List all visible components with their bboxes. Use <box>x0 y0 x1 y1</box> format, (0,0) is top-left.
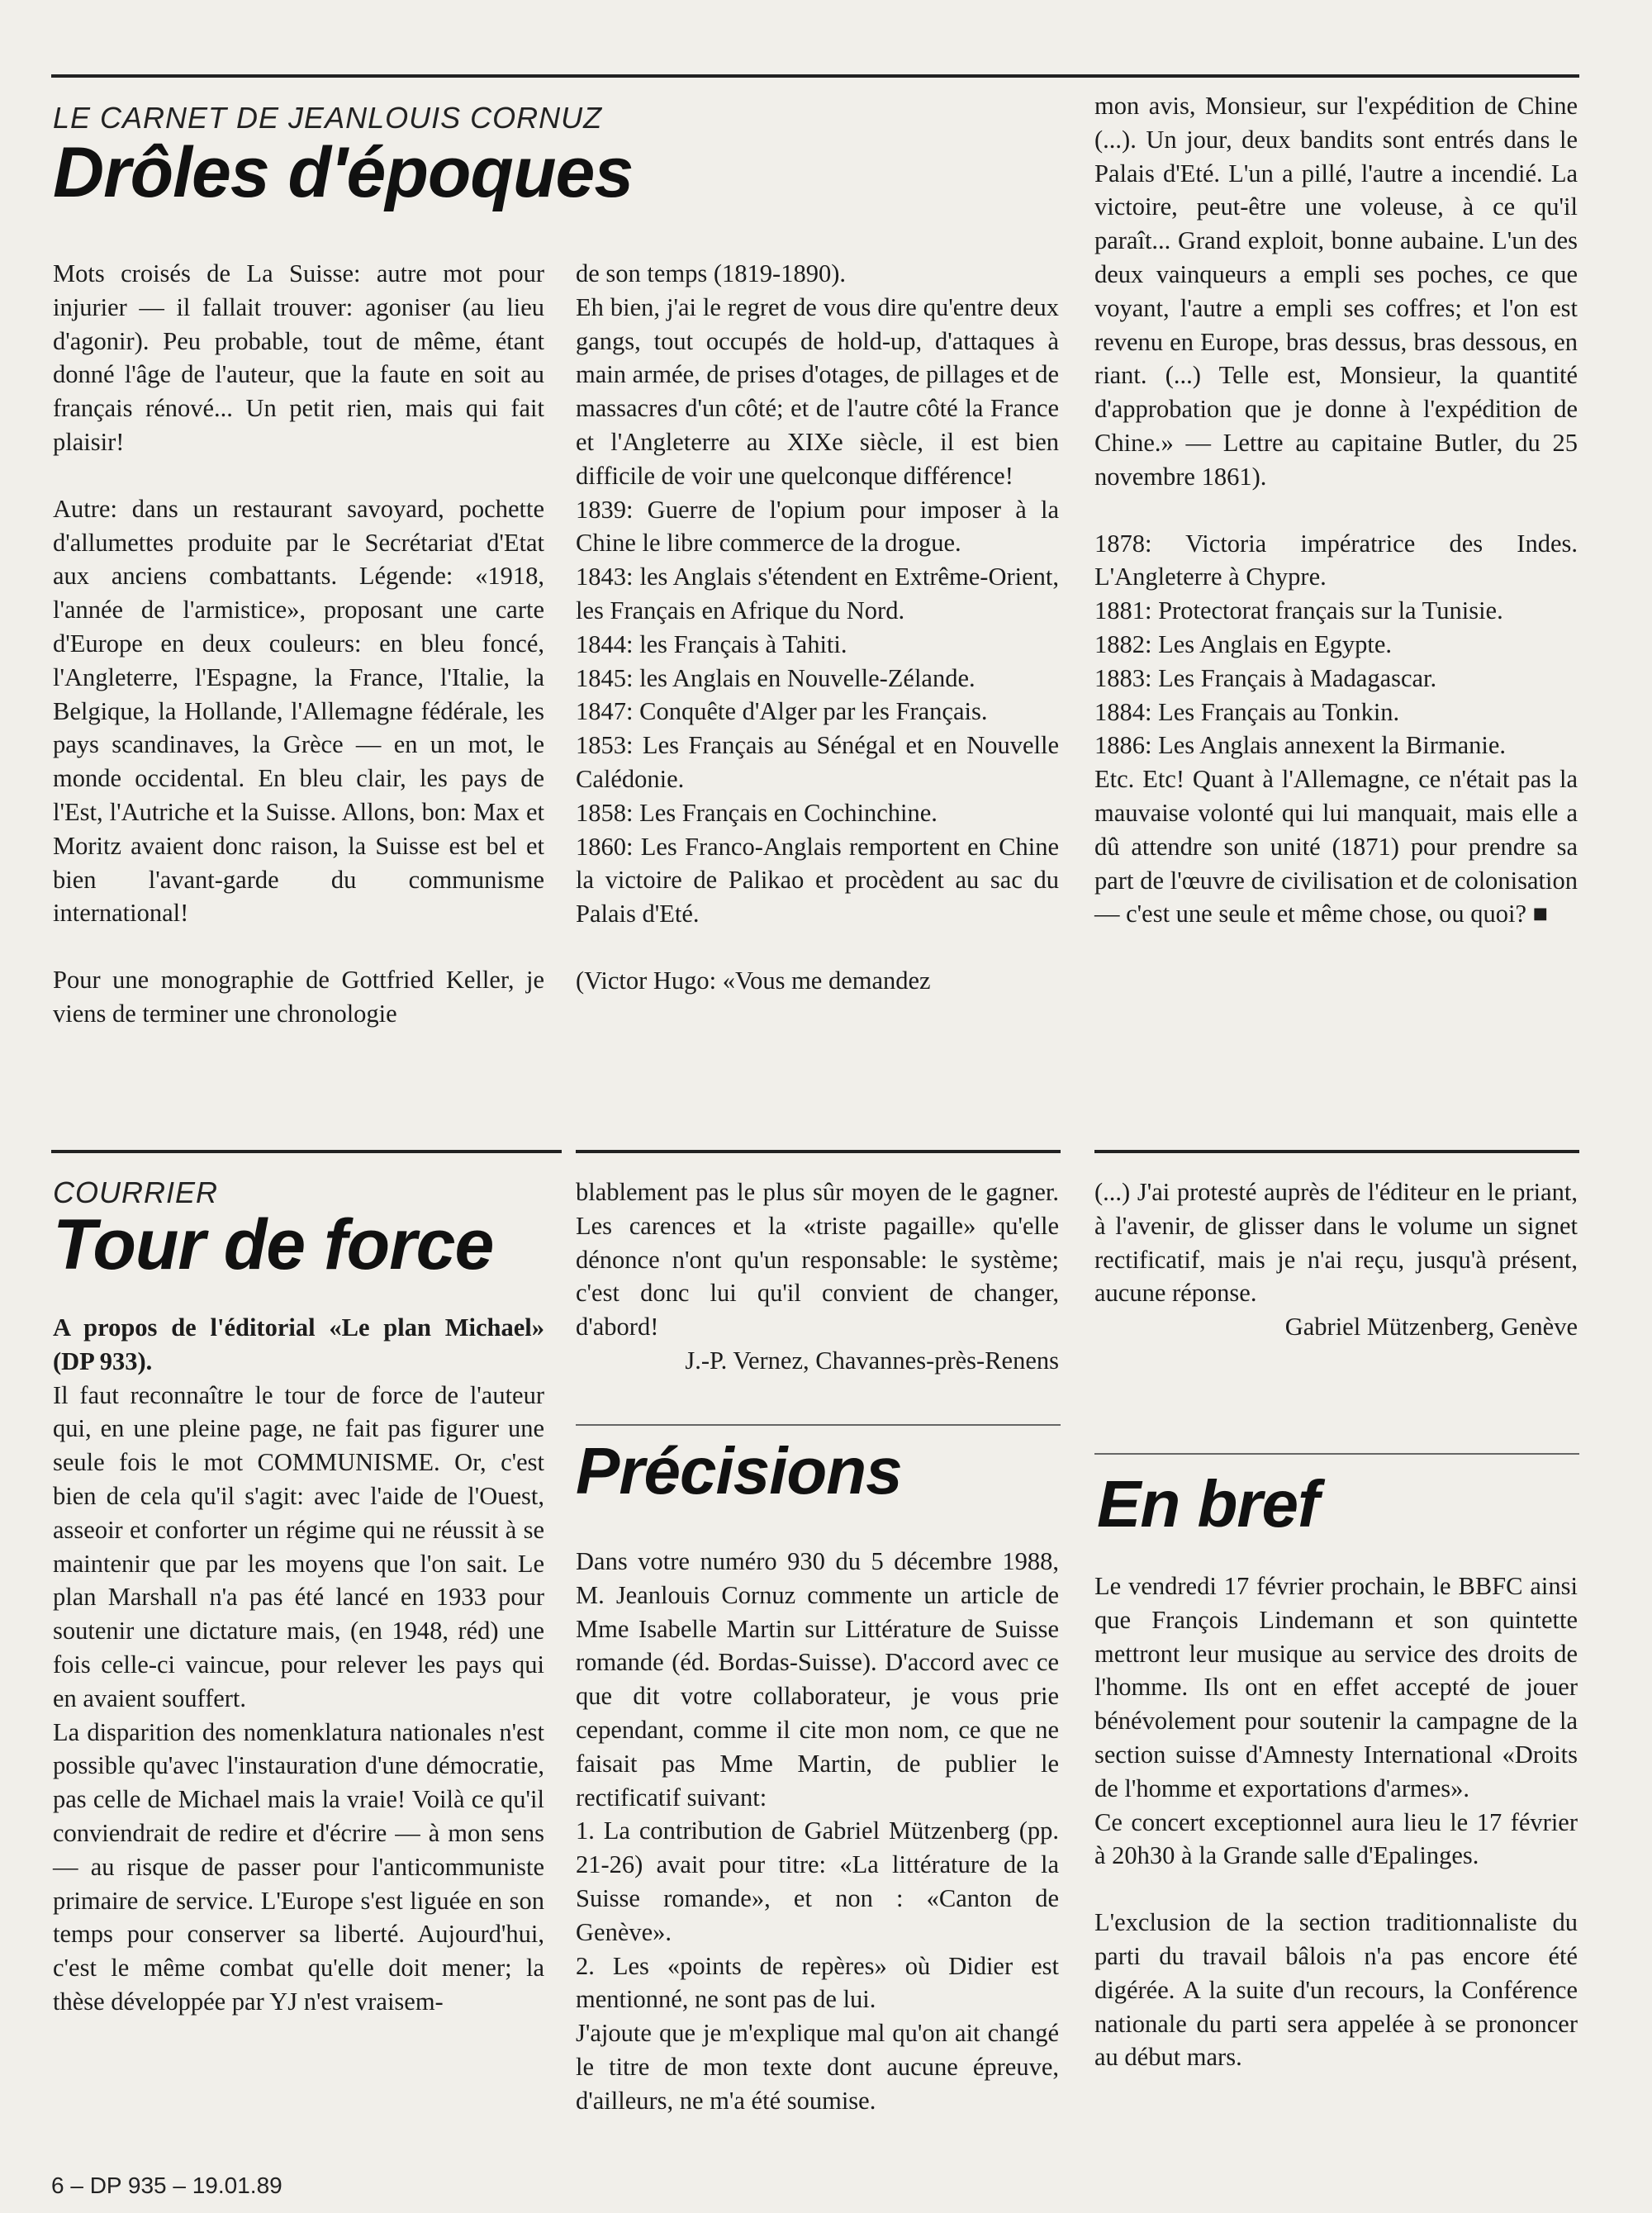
precisions-title: Précisions <box>576 1434 902 1508</box>
courrier-paragraph: La disparition des nomenklatura nationales n'est possible qu'avec l'instauration d'une démocratie, pas celle de Michael mais la vraie! Voilà ce qu'il conviendrait de redire et d'écrire — à mon sens — au risque de passer pour l'anticommuniste primaire de service. L'Europe s'est liguée en son temps pour conserver sa liberté. Aujourd'hui, c'est le même combat qu'elle doit mener; la thèse développée par YJ n'est vraisem- <box>53 1717 544 2016</box>
chronology-entry: 1845: les Anglais en Nouvelle-Zélande. <box>576 663 976 692</box>
courrier-title: Tour de force <box>53 1205 494 1285</box>
section-rule-middle <box>576 1150 1061 1153</box>
carnet-paragraph: mon avis, Monsieur, sur l'expédition de Chine (...). Un jour, deux bandits sont entrés dans le Palais d'Eté. L'un a pillé, l'autre a incendié. La victoire, peut-être une voleuse, à ce qu'il paraît... Grand exploit, bonne aubaine. L'un des deux vainqueurs a empli ses poches, ce que voyant, l'autre a empli ses coffres; et l'on est revenu en Europe, bras dessus, bras dessous, en riant. (...) Telle est, Monsieur, la quantité d'approbation que je donne à l'expédition de Chine.» — Lettre au capitaine Butler, du 25 novembre 1861). <box>1094 92 1578 491</box>
section-rule-right <box>1094 1150 1579 1153</box>
carnet-column-1 <box>53 257 544 1031</box>
carnet-kicker: LE CARNET DE JEANLOUIS CORNUZ <box>53 101 603 135</box>
chronology-entry: 1883: Les Français à Madagascar. <box>1094 663 1437 692</box>
carnet-paragraph: Eh bien, j'ai le regret de vous dire qu'entre deux gangs, tout occupés de hold-up, d'attaques à main armée, de prises d'otages, de pillages et de massacres d'un côté; et de l'autre côté la France et l'Angleterre au XIXe siècle, il est bien difficile de voir une quelconque différence! <box>576 292 1059 490</box>
carnet-paragraph: de son temps (1819-1890). <box>576 259 846 287</box>
carnet-paragraph: Pour une monographie de Gottfried Keller, je viens de terminer une chronologie <box>53 966 544 1028</box>
chronology-entry: 1843: les Anglais s'étendent en Extrême-Orient, les Français en Afrique du Nord. <box>576 563 1059 624</box>
chronology-entry: 1858: Les Français en Cochinchine. <box>576 798 938 827</box>
chronology-entry: 1844: les Français à Tahiti. <box>576 629 847 658</box>
chronology-entry: 1847: Conquête d'Alger par les Français. <box>576 697 988 726</box>
courrier-paragraph: Il faut reconnaître le tour de force de l'auteur qui, en une pleine page, ne fait pas figurer une seule fois le mot COMMUNISME. Or, c'est bien de cela qu'il s'agit: avec l'aide de l'Ouest, asseoir et conforter un régime qui ne réussit à se maintenir que par les moyens que l'on sait. Le plan Marshall n'a pas été lancé en 1933 pour soutenir une dictature mais, (en 1948, réd) une fois celle-ci vaincue, pour relever les pays qui en avaient souffert. <box>53 1380 544 1712</box>
chronology-entry: 1839: Guerre de l'opium pour imposer à la Chine le libre commerce de la drogue. <box>576 495 1059 558</box>
carnet-title: Drôles d'époques <box>53 133 634 212</box>
page-footer: 6 – DP 935 – 19.01.89 <box>51 2173 282 2198</box>
enbref-rule <box>1094 1453 1579 1455</box>
carnet-paragraph: (Victor Hugo: «Vous me demandez <box>576 966 931 995</box>
courrier-column-1 <box>53 1311 544 2019</box>
precisions-paragraph: (...) J'ai protesté auprès de l'éditeur en le priant, à l'avenir, de glisser dans le volume un signet rectificatif, mais je n'ai reçu, jusqu'à présent, aucune réponse. <box>1094 1178 1578 1308</box>
enbref-title: En bref <box>1097 1467 1319 1541</box>
section-rule-left <box>51 1150 562 1153</box>
courrier-column-2 <box>576 1175 1059 1378</box>
carnet-paragraph: Autre: dans un restaurant savoyard, pochette d'allumettes produite par le Secrétariat d'Etat aux anciens combattants. Légende: «1918, l'année de l'armistice», proposant une carte d'Europe en deux couleurs: en bleu foncé, l'Angleterre, l'Espagne, la France, l'Italie, la Belgique, la Hollande, l'Allemagne fédérale, les pays scandinaves, la Grèce — en un mot, le monde occidental. En bleu clair, les pays de l'Est, l'Autriche et la Suisse. Allons, bon: Max et Moritz avaient donc raison, la Suisse est bel et bien l'avant-garde du communisme international! <box>53 494 544 928</box>
chronology-entry: 1860: Les Franco-Anglais remportent en Chine la victoire de Palikao et procèdent au sac du Palais d'Eté. <box>576 832 1059 928</box>
enbref-column <box>1094 1570 1578 2074</box>
precisions-continuation <box>1094 1175 1578 1344</box>
carnet-column-3 <box>1094 89 1578 931</box>
chronology-entry: 1884: Les Français au Tonkin. <box>1094 697 1400 726</box>
chronology-entry: 1853: Les Français au Sénégal et en Nouvelle Calédonie. <box>576 731 1059 793</box>
chronology-entry: 1882: Les Anglais en Egypte. <box>1094 629 1393 658</box>
courrier-kicker: COURRIER <box>53 1175 219 1209</box>
precisions-paragraph: 2. Les «points de repères» où Didier est mentionné, ne sont pas de lui. <box>576 1951 1059 2014</box>
carnet-column-2 <box>576 257 1059 998</box>
courrier-signature: J.-P. Vernez, Chavannes-près-Renens <box>685 1346 1059 1375</box>
enbref-paragraph: Ce concert exceptionnel aura lieu le 17 février à 20h30 à la Grande salle d'Epalinges. <box>1094 1807 1578 1870</box>
precisions-paragraph: Dans votre numéro 930 du 5 décembre 1988, M. Jeanlouis Cornuz commente un article de Mme Isabelle Martin sur Littérature de Suisse romande (éd. Bordas-Suisse). D'accord avec ce que dit votre collaborateur, je vous prie cependant, comme il cite mon nom, ce que ne faisait pas Mme Martin, de publier le rectificatif suivant: <box>576 1547 1059 1812</box>
enbref-paragraph: Le vendredi 17 février prochain, le BBFC ainsi que François Lindemann et son quintette mettront leur musique au service des droits de l'homme. Ils ont en effet accepté de jouer bénévolement pour soutenir la campagne de la section suisse d'Amnesty International «Droits de l'homme et exportations d'armes». <box>1094 1572 1578 1802</box>
carnet-paragraph: Mots croisés de La Suisse: autre mot pour injurier — il fallait trouver: agoniser (au lieu d'agonir). Peu probable, tout de même, étant donné l'âge de l'auteur, que la faute en soit au français rénové... Un petit rien, mais qui fait plaisir! <box>53 259 544 456</box>
top-rule <box>51 74 1579 78</box>
courrier-lead: A propos de l'éditorial «Le plan Michael» (DP 933). <box>53 1313 544 1375</box>
courrier-paragraph: blablement pas le plus sûr moyen de le gagner. Les carences et la «triste pagaille» qu'elle dénonce n'ont qu'un responsable: le système; c'est donc lui qu'il convient de changer, d'abord! <box>576 1178 1059 1342</box>
chronology-entry: 1886: Les Anglais annexent la Birmanie. <box>1094 731 1507 760</box>
precisions-rule <box>576 1424 1061 1426</box>
enbref-paragraph: L'exclusion de la section traditionnaliste du parti du travail bâlois n'a pas encore été digérée. A la suite d'un recours, la Conférence nationale du parti sera appelée à se prononcer au début mars. <box>1094 1908 1578 2072</box>
precisions-paragraph: 1. La contribution de Gabriel Mützenberg (pp. 21-26) avait pour titre: «La littérature de la Suisse romande», et non : «Canton de Genève». <box>576 1816 1059 1946</box>
precisions-signature: Gabriel Mützenberg, Genève <box>1284 1313 1578 1342</box>
carnet-paragraph: Etc. Etc! Quant à l'Allemagne, ce n'était pas la mauvaise volonté qui lui manquait, mais elle a dû attendre son unité (1871) pour prendre sa part de l'œuvre de civilisation et de colonisation — c'est une seule et même chose, ou quoi? ■ <box>1094 765 1578 928</box>
precisions-paragraph: J'ajoute que je m'explique mal qu'on ait changé le titre de mon texte dont aucune épreuve, d'ailleurs, ne m'a été soumise. <box>576 2019 1059 2115</box>
precisions-column <box>576 1545 1059 2118</box>
chronology-entry: 1878: Victoria impératrice des Indes. L'Angleterre à Chypre. <box>1094 529 1578 591</box>
chronology-entry: 1881: Protectorat français sur la Tunisie. <box>1094 596 1503 625</box>
